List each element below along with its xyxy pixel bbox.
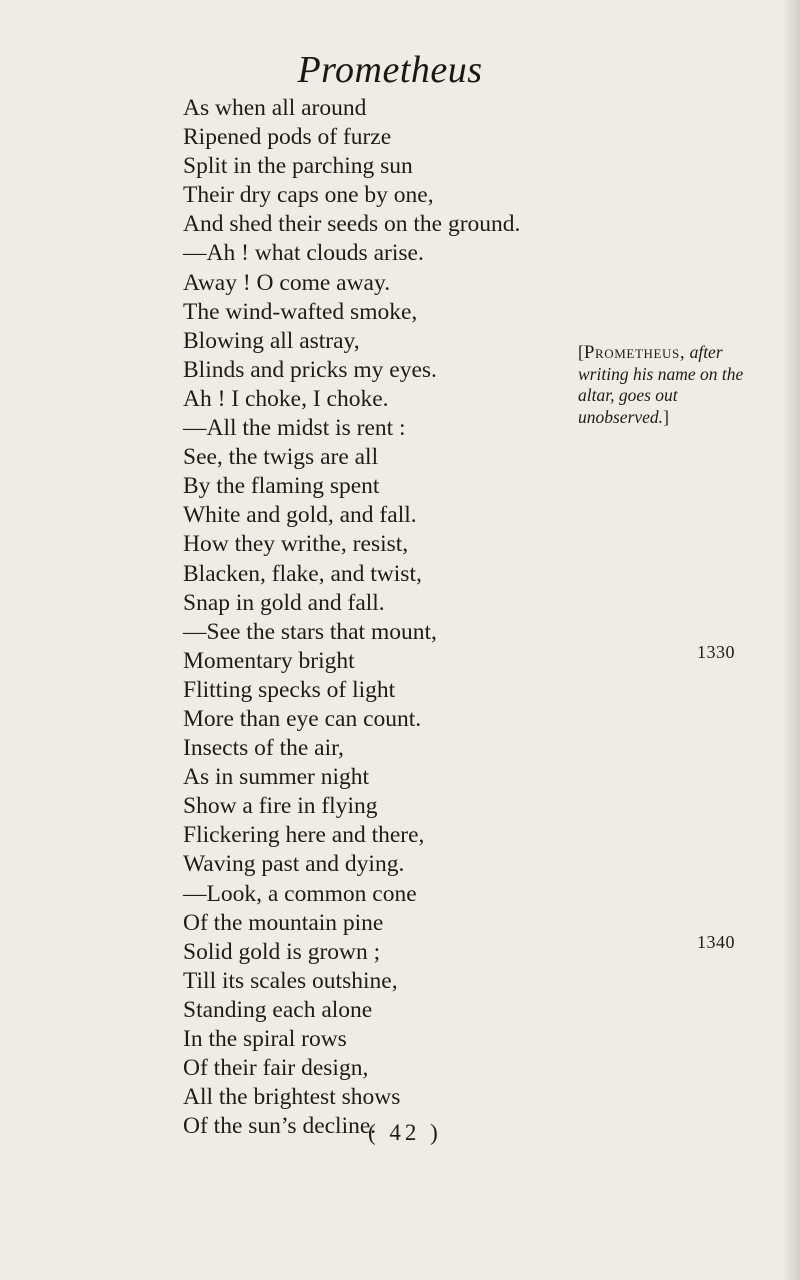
poem-line: Show a fire in flying [183, 793, 378, 820]
poem-line: White and gold, and fall. [183, 502, 417, 529]
poem-line: By the flaming spent [183, 473, 380, 500]
poem-line: Standing each alone [183, 996, 373, 1023]
poem-line: Split in the parching sun [183, 153, 413, 180]
line-number: 1340 [697, 932, 735, 952]
poem-line: —Look, a common cone [183, 880, 417, 907]
stage-direction [578, 342, 753, 428]
poem-line: Of their fair design, [183, 1055, 369, 1082]
poem-line: And shed their seeds on the ground. [183, 211, 521, 238]
poem-line: Their dry caps one by one, [183, 182, 434, 209]
poem-line: Blowing all astray, [183, 327, 360, 354]
poem-line: Ripened pods of furze [183, 124, 392, 151]
poem-line: All the brightest shows [183, 1084, 401, 1111]
stage-direction-open-bracket: [ [578, 342, 584, 362]
page-edge-shadow [782, 0, 800, 1280]
stage-direction-close-bracket: ] [663, 406, 669, 427]
poem-line: —Ah ! what clouds arise. [183, 240, 424, 267]
poem-line: Flitting specks of light [183, 676, 396, 703]
poem-line: See, the twigs are all [183, 444, 379, 471]
poem-line: How they writhe, resist, [183, 531, 409, 558]
poem-line: Till its scales outshine, [183, 967, 398, 994]
poem-line: As when all around [183, 95, 367, 121]
poem-line: Snap in gold and fall. [183, 589, 385, 616]
poem-line: In the spiral rows [183, 1026, 347, 1052]
poem-line: Waving past and dying. [183, 851, 405, 878]
poem-line: Insects of the air, [183, 735, 344, 762]
poem-line: Of the sun’s decline. [183, 1113, 377, 1140]
poem-line: The wind-wafted smoke, [183, 298, 418, 325]
poem-line: Momentary bright [183, 647, 355, 674]
poem-line: Solid gold is grown ; [183, 938, 381, 965]
page-number: ( 42 ) [368, 1120, 442, 1145]
poem-line: As in summer night [183, 764, 370, 791]
line-number: 1330 [697, 642, 735, 662]
poem-line: Of the mountain pine [183, 909, 384, 936]
stage-direction-character-name: Prometheus, [583, 342, 686, 363]
poem-line: More than eye can count. [183, 705, 422, 732]
poem-line: Blinds and pricks my eyes. [183, 356, 437, 383]
stage-direction-text: after writing his name on the altar, goes out unobserved. [578, 342, 744, 427]
poem-line: Ah ! I choke, I choke. [183, 385, 389, 412]
poem-text [183, 94, 520, 1141]
poem-line: Blacken, flake, and twist, [183, 560, 422, 587]
running-head: Prometheus [297, 49, 483, 91]
poem-line: Away ! O come away. [183, 269, 391, 296]
poem-line: Flickering here and there, [183, 822, 425, 849]
poem-line: —All the midst is rent : [183, 415, 406, 442]
poem-line: —See the stars that mount, [183, 618, 437, 645]
